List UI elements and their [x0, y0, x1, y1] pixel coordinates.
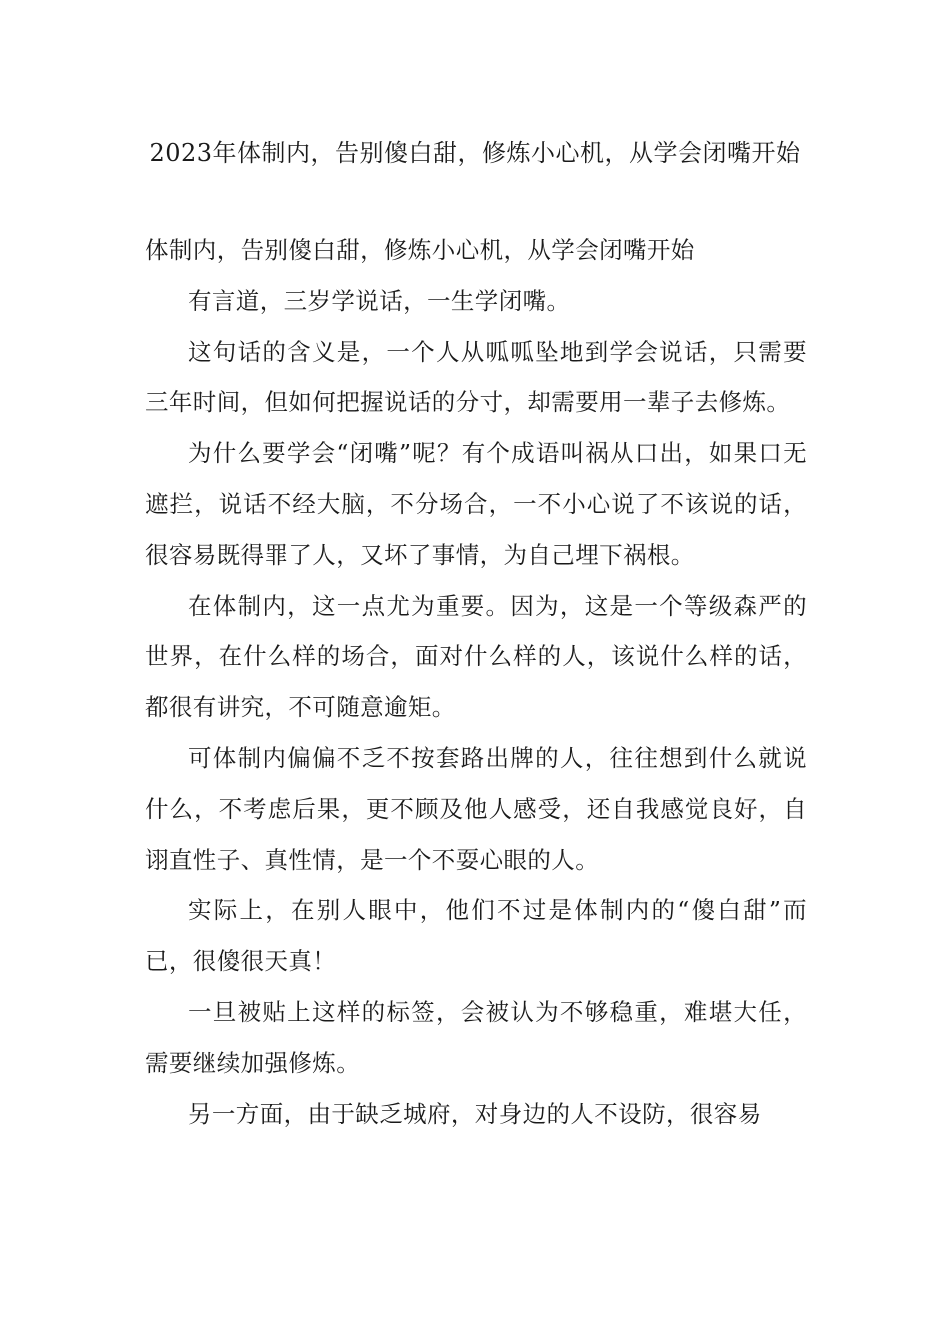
paragraph: 这句话的含义是，一个人从呱呱坠地到学会说话，只需要三年时间，但如何把握说话的分寸，却需要用一辈子去修炼。: [145, 337, 807, 417]
paragraph: 实际上，在别人眼中，他们不过是体制内的“傻白甜”而已，很傻很天真！: [145, 896, 807, 976]
document-body: [145, 225, 807, 1139]
subtitle-paragraph: 体制内，告别傻白甜，修炼小心机，从学会闭嘴开始: [145, 236, 695, 264]
paragraph: 一旦被贴上这样的标签，会被认为不够稳重，难堪大任，需要继续加强修炼。: [145, 997, 807, 1077]
paragraph: 为什么要学会“闭嘴”呢？有个成语叫祸从口出，如果口无遮拦，说话不经大脑，不分场合，一不小心说了不该说的话，很容易既得罪了人，又坏了事情，为自己埋下祸根。: [145, 439, 807, 569]
paragraph: 可体制内偏偏不乏不按套路出牌的人，往往想到什么就说什么，不考虑后果，更不顾及他人感受，还自我感觉良好，自诩直性子、真性情，是一个不耍心眼的人。: [145, 743, 807, 874]
paragraph: 另一方面，由于缺乏城府，对身边的人不设防，很容易: [188, 1099, 762, 1128]
paragraph: 在体制内，这一点尤为重要。因为，这是一个等级森严的世界，在什么样的场合，面对什么样的人，该说什么样的话，都很有讲究，不可随意逾矩。: [145, 591, 807, 722]
paragraph: 有言道，三岁学说话，一生学闭嘴。: [188, 286, 571, 315]
document-title: 2023年体制内，告别傻白甜，修炼小心机，从学会闭嘴开始: [149, 139, 801, 167]
